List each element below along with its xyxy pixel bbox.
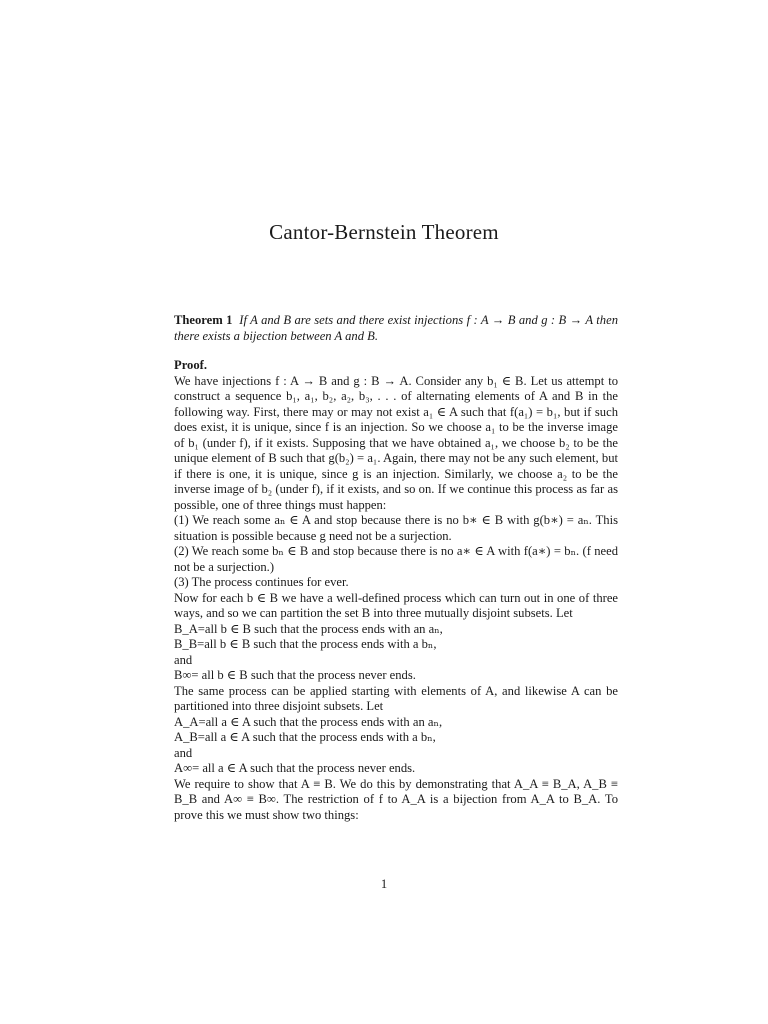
document-title: Cantor-Bernstein Theorem: [269, 220, 499, 244]
document-body: [174, 313, 618, 823]
connective-and: and: [174, 745, 193, 760]
proof-paragraph: Now for each b ∈ B we have a well-defined process which can turn out in one of three ways, and so we can partition the set B into three mutually disjoint subsets. Let: [174, 590, 618, 620]
theorem-statement: If A and B are sets and there exist injections f : A → B and g : B → A then there exists a bijection between A and B.: [174, 313, 618, 343]
proof-paragraph: We require to show that A ≡ B. We do this by demonstrating that A_A ≡ B_A, A_B ≡ B_B and A∞ ≡ B∞. The restriction of f to A_A is a bijection from A_A to B_A. To prove this we must show two things:: [174, 776, 618, 822]
definition-a-infinity: A∞= all a ∈ A such that the process never ends.: [174, 761, 416, 775]
proof-case-2: (2) We reach some bₙ ∈ B and stop because there is no a∗ ∈ A with f(a∗) = bₙ. (f need not be a surjection.): [174, 544, 618, 574]
definition-a-b: A_B=all a ∈ A such that the process ends with a bₙ,: [174, 730, 436, 744]
theorem-label: Theorem 1: [174, 313, 233, 327]
page-number: 1: [380, 877, 388, 891]
proof-case-3: (3) The process continues for ever.: [174, 575, 349, 589]
proof-heading: Proof.: [174, 358, 207, 372]
definition-b-infinity: B∞= all b ∈ B such that the process never ends.: [174, 668, 416, 682]
proof-case-1: (1) We reach some aₙ ∈ A and stop because there is no b∗ ∈ B with g(b∗) = aₙ. This situation is possible because g need not be a surjection.: [174, 513, 618, 543]
proof-paragraph: The same process can be applied starting with elements of A, and likewise A can be partitioned into three disjoint subsets. Let: [174, 683, 618, 713]
proof-paragraph: We have injections f : A → B and g : B → A. Consider any b₁ ∈ B. Let us attempt to construct a sequence b₁, a₁, b₂, a₂, b₃, . . . of alternating elements of A and B in the following way. First, there may or may not exist a₁ ∈ A such that f(a₁) = b₁, but if such does exist, it is unique, since f is an injection. So we choose a₁ to be the inverse image of b₁ (under f), if it exists. Supposing that we have obtained a₁, we choose b₂ to be the unique element of B such that g(b₂) = a₁. Again, there may not be any such element, but if there is one, it is unique, since g is an injection. Similarly, we choose a₂ to be the inverse image of b₂ (under f), if it exists, and so on. If we continue this process as far as possible, one of three things must happen:: [174, 373, 618, 512]
definition-b-a: B_A=all b ∈ B such that the process ends with an aₙ,: [174, 621, 443, 636]
definition-a-a: A_A=all a ∈ A such that the process ends with an aₙ,: [174, 714, 443, 729]
theorem-block: [174, 313, 618, 344]
connective-and: and: [174, 652, 193, 667]
definition-b-b: B_B=all b ∈ B such that the process ends with a bₙ,: [174, 637, 437, 651]
